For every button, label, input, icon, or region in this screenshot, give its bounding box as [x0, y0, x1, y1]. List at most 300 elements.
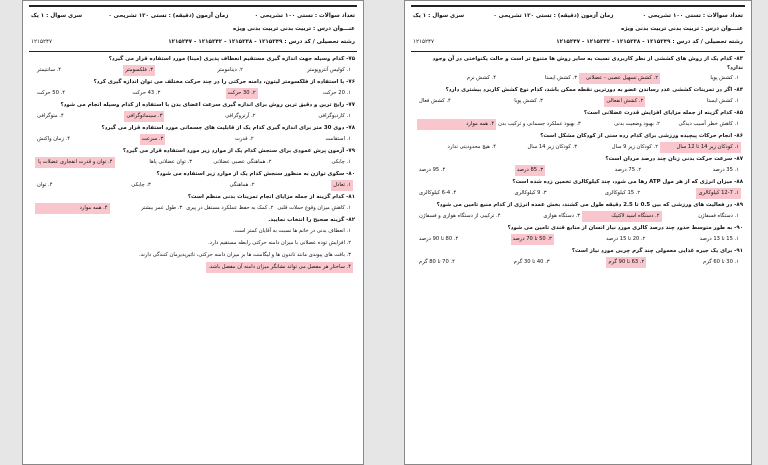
question-number-separator: -	[732, 133, 737, 139]
option-number-separator: .	[344, 113, 349, 119]
option-text: 6-4 کیلوکالری	[419, 190, 451, 196]
question-number: ۸۰	[348, 171, 355, 177]
option-number: ۲	[270, 205, 274, 211]
option-number: ۲	[348, 240, 351, 246]
option-number-separator: .	[63, 136, 68, 142]
option-text: بهبود عملکرد جسمانی و ترکیب بدن	[498, 121, 575, 127]
answer-option[interactable]	[35, 111, 66, 122]
question-stem	[33, 124, 355, 134]
question-text: کدام گزینه از جمله مزایای انجام تمرینات بدنی منظم است؟	[187, 194, 345, 200]
question-number-separator: -	[732, 156, 737, 162]
option-number: ۴	[62, 90, 66, 96]
option-number-separator: .	[732, 98, 737, 104]
options-row	[415, 211, 743, 222]
option-number: ۳	[578, 121, 581, 127]
option-number-separator: .	[537, 167, 541, 173]
options-row	[33, 65, 355, 76]
answer-option[interactable]	[35, 134, 72, 145]
answer-option[interactable]	[660, 73, 741, 84]
question-item	[415, 178, 743, 199]
answer-option[interactable]	[496, 119, 583, 130]
option-number-separator: .	[573, 213, 578, 219]
exam-page-left	[22, 0, 364, 465]
option-number-separator: .	[146, 67, 151, 73]
options-row	[415, 165, 743, 176]
question-stem	[415, 224, 743, 234]
option-text: 50 تا 70 درصد	[512, 236, 546, 242]
option-number-separator: .	[58, 90, 63, 96]
options-row	[33, 180, 355, 191]
answer-option-marked[interactable]	[604, 96, 645, 107]
answer-option[interactable]	[701, 257, 741, 268]
header-divider	[29, 51, 357, 52]
question-stem	[33, 55, 355, 65]
option-text: ساختار هر مفصل می تواند نشانگر میزان دامنه آن مفصل باشد.	[208, 264, 345, 270]
answer-option[interactable]	[603, 188, 642, 199]
option-number: ۱	[736, 98, 739, 104]
question-number: ۷۵	[348, 56, 355, 62]
exam-page-right	[404, 0, 752, 465]
option-number: ۳	[148, 182, 151, 188]
option-number: ۲	[641, 259, 645, 265]
answer-option-marked[interactable]	[696, 188, 741, 199]
question-number: ۷۷	[348, 102, 355, 108]
option-number: ۴	[452, 259, 455, 265]
question-item	[33, 147, 355, 168]
answer-option[interactable]	[613, 165, 643, 176]
answer-option[interactable]	[35, 65, 63, 76]
option-number: ۴	[455, 236, 459, 242]
option-number-separator: .	[543, 259, 547, 265]
option-number-separator: .	[344, 90, 349, 96]
option-text: ترکیبی از دستگاه هوازی و فسفاژن	[419, 213, 495, 219]
option-text: سینماتوگرافی	[126, 113, 157, 119]
exam-time: زمان آزمون (دقیقه) : تستی ۱۲۰ تشریحی ۰	[108, 12, 229, 19]
option-number-separator: .	[101, 205, 105, 211]
answer-option[interactable]	[130, 88, 162, 99]
option-number: ۲	[655, 75, 658, 81]
top-rule	[411, 5, 745, 7]
question-text: کدام گزینه از جمله مزایای افزایش قدرت عضلانی است؟	[583, 110, 733, 116]
option-number: ۱	[736, 144, 739, 150]
question-stem	[415, 201, 743, 211]
option-number-separator: .	[638, 259, 642, 265]
option-number: ۲	[250, 136, 254, 142]
option-number: ۴	[491, 121, 495, 127]
answer-option-marked[interactable]	[660, 142, 741, 153]
option-number-separator: .	[732, 167, 737, 173]
question-number-separator: -	[732, 56, 737, 62]
option-number-separator: .	[450, 190, 454, 196]
option-number: ۲	[655, 144, 658, 150]
question-number: ۸۵	[736, 110, 743, 116]
question-item	[415, 109, 743, 130]
option-number: ۱	[736, 121, 739, 127]
question-stem	[415, 132, 743, 142]
answer-option-marked[interactable]	[35, 157, 115, 168]
answer-option[interactable]	[513, 188, 549, 199]
question-list	[415, 55, 743, 460]
answer-option[interactable]	[110, 203, 185, 214]
answer-option[interactable]	[417, 188, 458, 199]
option-number-separator: .	[157, 136, 161, 142]
option-number: ۴	[493, 144, 496, 150]
answer-option-marked[interactable]	[140, 134, 166, 145]
option-number: ۱	[348, 228, 351, 234]
question-item	[415, 132, 743, 153]
answer-option[interactable]	[583, 119, 662, 130]
options-row	[415, 142, 743, 153]
answer-option[interactable]	[711, 165, 741, 176]
option-number: ۴	[348, 264, 351, 270]
option-number-separator: .	[156, 113, 160, 119]
option-number-separator: .	[732, 75, 737, 81]
option-text: کمک به حفظ عملکرد مستقل در پیری	[186, 205, 268, 211]
answer-option-marked[interactable]	[515, 165, 545, 176]
answer-option[interactable]	[604, 234, 647, 245]
option-text: کودکان زیر 14 سال	[527, 144, 571, 150]
answer-option[interactable]	[115, 157, 195, 168]
question-stem	[415, 55, 743, 73]
option-number: ۱	[348, 113, 351, 119]
option-text: کشش تسهیل عصبی - عضلانی	[585, 75, 652, 81]
option-number-separator: .	[651, 75, 656, 81]
option-number: ۱	[736, 190, 739, 196]
option-number-separator: .	[267, 205, 271, 211]
option-number: ۱	[736, 259, 739, 265]
answer-option-marked[interactable]	[606, 257, 646, 268]
question-number-separator: -	[732, 248, 737, 254]
option-number: ۳	[540, 167, 544, 173]
option-number: ۲	[637, 190, 641, 196]
option-number-separator: .	[265, 159, 269, 165]
field-course-code: رشته تحصیلی / کد درس : ۱۲۱۵۲۴۹ - ۱۲۱۵۲۳۸ - ۱۲۱۵۲۴۲ - ۱۲۱۵۲۴۷	[556, 38, 743, 45]
question-count: تعداد سوالات : تستی ۱۰۰ تشریحی ۰	[254, 12, 355, 19]
question-number-separator: -	[344, 217, 349, 223]
option-number-separator: .	[344, 228, 349, 234]
answer-option-marked[interactable]	[124, 111, 164, 122]
option-number: ۱	[736, 236, 739, 242]
options-row	[415, 234, 743, 245]
option-number: ۴	[442, 167, 446, 173]
option-number-separator: .	[236, 67, 241, 73]
answer-option[interactable]	[512, 257, 552, 268]
answer-option[interactable]	[662, 211, 742, 222]
question-stem	[415, 247, 743, 257]
answer-option[interactable]	[184, 203, 275, 214]
option-text: سرعت	[141, 136, 158, 142]
option-number-separator: .	[185, 159, 190, 165]
options-row	[415, 73, 743, 84]
option-number: ۱	[348, 136, 351, 142]
option-number: ۱	[736, 213, 739, 219]
question-number-separator: -	[344, 125, 349, 131]
question-text: آزمون پرش عمودی برای سنجش کدام یک از موارد زیر مورد استفاده قرار می گیرد؟	[122, 148, 345, 154]
option-text: همه موارد	[79, 205, 102, 211]
answer-option[interactable]	[215, 65, 245, 76]
question-stem	[33, 216, 355, 226]
question-number: ۸۷	[736, 156, 743, 162]
option-number-separator: .	[545, 236, 550, 242]
question-stem	[415, 155, 743, 165]
option-number: ۳	[348, 252, 351, 258]
answer-option[interactable]	[417, 234, 460, 245]
options-row	[33, 111, 355, 122]
question-number-separator: -	[732, 179, 737, 185]
option-number-separator: .	[54, 67, 59, 73]
option-text: 63 تا 90 گرم	[608, 259, 639, 265]
option-number: ۲	[240, 67, 243, 73]
option-number: ۳	[157, 90, 161, 96]
option-text: کاهش خطر آسیب دیدگی	[678, 121, 733, 127]
option-number-separator: .	[344, 67, 349, 73]
answer-option[interactable]	[579, 142, 660, 153]
option-number-separator: .	[448, 259, 453, 265]
option-number: ۳	[189, 159, 192, 165]
answer-option[interactable]	[233, 134, 256, 145]
option-text: کودکان زیر 9 سال	[611, 144, 652, 150]
options-row	[415, 96, 743, 107]
answer-option[interactable]	[275, 203, 353, 214]
answer-option-marked[interactable]	[206, 262, 353, 273]
option-text: 95 درصد	[419, 167, 440, 173]
options-row	[33, 157, 355, 168]
answer-option[interactable]	[323, 134, 353, 145]
option-text: فلکسومتر	[125, 67, 147, 73]
option-number-separator: .	[494, 213, 498, 219]
option-number: ۲	[640, 98, 644, 104]
answer-option[interactable]	[137, 250, 353, 261]
question-text: رایج ترین و دقیق ترین روش برای اندازه گیری سرعت اعضای بدن با استفاده از کدام وسیله انجام می شود؟	[60, 102, 345, 108]
option-number-separator: .	[344, 159, 349, 165]
option-number-separator: .	[344, 136, 349, 142]
option-text: 75 درصد	[614, 167, 635, 173]
option-text: چابکی	[331, 159, 345, 165]
option-number-separator: .	[732, 259, 737, 265]
option-number-separator: .	[247, 136, 251, 142]
question-stem	[33, 147, 355, 157]
question-item	[415, 55, 743, 84]
answer-option[interactable]	[129, 180, 153, 191]
option-number-separator: .	[540, 190, 544, 196]
question-number-separator: -	[344, 79, 349, 85]
question-item	[415, 201, 743, 222]
option-number-separator: .	[570, 75, 575, 81]
option-number-separator: .	[489, 144, 494, 150]
question-number-separator: -	[344, 56, 349, 62]
question-item	[415, 247, 743, 268]
question-text: در فعالیت های ورزشی که بین 0.5 تا 2.5 دقیقه طول می کشند، بخش عمده انرژی از کدام منبع تامین می شود؟	[436, 202, 733, 208]
field-course-code: رشته تحصیلی / کد درس : ۱۲۱۵۲۴۹ - ۱۲۱۵۲۳۸ - ۱۲۱۵۲۴۲ - ۱۲۱۵۲۴۷	[168, 38, 355, 45]
option-number-separator: .	[248, 182, 252, 188]
option-number: ۳	[160, 136, 164, 142]
answer-option[interactable]	[194, 157, 274, 168]
option-text: توان و قدرت انفجاری عضلات پا	[38, 159, 107, 165]
answer-option-marked[interactable]	[123, 65, 155, 76]
option-number: ۲	[251, 182, 255, 188]
option-number: ۳	[179, 205, 183, 211]
answer-option[interactable]	[231, 226, 353, 237]
option-number-separator: .	[637, 98, 641, 104]
question-stem	[33, 193, 355, 203]
answer-option[interactable]	[417, 211, 502, 222]
option-number: ۴	[67, 136, 71, 142]
option-text: همه موارد	[466, 121, 488, 127]
option-number-separator: .	[651, 144, 656, 150]
option-number: ۲	[268, 159, 272, 165]
option-number: ۱	[348, 159, 351, 165]
option-text: چابکی	[131, 182, 145, 188]
top-rule	[29, 5, 357, 7]
option-text: هماهنگی عصبی عضلانی	[213, 159, 266, 165]
option-number-separator: .	[732, 190, 737, 196]
option-number-separator: .	[144, 182, 148, 188]
option-number: ۱	[348, 90, 351, 96]
option-text: توان عضلانی پاها	[149, 159, 186, 165]
option-number: ۴	[104, 205, 108, 211]
answer-option[interactable]	[223, 111, 257, 122]
option-number: ۴	[58, 67, 62, 73]
options-row	[415, 257, 743, 268]
option-text: دستگاه اسید لاکتیک	[611, 213, 654, 219]
option-number: ۴	[109, 159, 113, 165]
answer-option[interactable]	[705, 96, 741, 107]
option-number-separator: .	[344, 264, 349, 270]
page-header	[413, 9, 743, 49]
answer-option[interactable]	[503, 211, 583, 222]
option-number-separator: .	[46, 182, 50, 188]
answer-option-marked[interactable]	[226, 88, 258, 99]
option-number: ۴	[448, 98, 451, 104]
answer-option[interactable]	[498, 73, 579, 84]
answer-option-marked[interactable]	[331, 180, 353, 191]
answer-option[interactable]	[417, 96, 453, 107]
option-text: 30 تا 60 گرم	[703, 259, 733, 265]
question-text: میزان انرژی که از هر مول ATP رها می شود، چند کیلوکالری تخمین زده شده است؟	[512, 179, 733, 185]
option-number-separator: .	[489, 75, 494, 81]
option-number: ۲	[252, 90, 256, 96]
answer-option[interactable]	[417, 165, 447, 176]
answer-option[interactable]	[35, 180, 54, 191]
answer-option-marked[interactable]	[579, 73, 660, 84]
question-number: ۸۴	[736, 87, 743, 93]
option-number: ۴	[49, 182, 53, 188]
option-number-separator: .	[639, 236, 643, 242]
answer-option-marked[interactable]	[417, 119, 496, 130]
option-text: 35 درصد	[712, 167, 733, 173]
question-text: کدام یک از روش های کششی از نظر کاربردی نسبت به سایر روش ها متنوع تر است و حالت یکنواختی در آن وجود ندارد؟	[432, 56, 743, 71]
answer-option[interactable]	[274, 157, 354, 168]
option-text: دستگاه هوازی	[543, 213, 574, 219]
answer-option-marked[interactable]	[511, 234, 554, 245]
question-item	[415, 224, 743, 245]
option-number-separator: .	[249, 113, 253, 119]
option-number-separator: .	[536, 98, 541, 104]
option-text: کشش فعال	[419, 98, 445, 104]
question-item	[33, 124, 355, 145]
option-text: 30 حرکت	[227, 90, 250, 96]
answer-option[interactable]	[512, 96, 545, 107]
option-number: ۴	[493, 75, 496, 81]
question-number: ۸۲	[348, 217, 355, 223]
question-item	[33, 101, 355, 122]
answer-option[interactable]	[321, 88, 353, 99]
option-text: 40 تا 30 گرم	[513, 259, 544, 265]
question-stem	[415, 86, 743, 96]
question-item	[33, 193, 355, 214]
answer-option[interactable]	[206, 238, 353, 249]
option-number-separator: .	[106, 159, 110, 165]
answer-option[interactable]	[35, 88, 67, 99]
option-text: کشش پویا	[710, 75, 733, 81]
answer-option[interactable]	[698, 234, 741, 245]
question-stem	[33, 170, 355, 180]
option-text: بهبود وضعیت بدنی	[614, 121, 654, 127]
option-text: سانتیمتر	[37, 67, 55, 73]
answer-option[interactable]	[316, 111, 353, 122]
question-number-separator: -	[344, 102, 349, 108]
question-number-separator: -	[732, 202, 737, 208]
option-text: دستگاه فسفاژن	[698, 213, 733, 219]
question-number: ۷۶	[348, 79, 355, 85]
answer-option[interactable]	[662, 119, 741, 130]
option-text: دینامومتر	[217, 67, 237, 73]
option-text: کشش ایستا	[706, 98, 733, 104]
question-number: ۸۸	[736, 179, 743, 185]
question-text: سکوی توازن به منظور سنجش کدام یک از موارد زیر استفاده می شود؟	[156, 171, 345, 177]
options-row	[33, 226, 355, 273]
answer-option[interactable]	[417, 142, 498, 153]
option-text: هیچ محدودیتی ندارد	[447, 144, 490, 150]
option-number: ۲	[657, 121, 660, 127]
option-text: 43 حرکت	[132, 90, 155, 96]
option-text: کولیس آنتروپومتر	[307, 67, 345, 73]
option-text: 85 درصد	[516, 167, 538, 173]
question-text: برای یک جیره غذایی معمولی چند گرم چربی مورد نیاز است؟	[571, 248, 733, 254]
answer-option[interactable]	[305, 65, 353, 76]
option-number-separator: .	[344, 205, 349, 211]
option-number: ۴	[497, 213, 501, 219]
option-text: طول عمر بیشتر	[141, 205, 177, 211]
option-number: ۲	[642, 236, 646, 242]
answer-option[interactable]	[417, 257, 457, 268]
option-number-separator: .	[154, 90, 158, 96]
question-stem	[33, 78, 355, 88]
answer-option[interactable]	[417, 73, 498, 84]
option-number-separator: .	[452, 236, 456, 242]
question-number: ۸۱	[348, 194, 355, 200]
answer-option-marked[interactable]	[35, 203, 110, 214]
options-row	[33, 88, 355, 99]
option-text: توان	[37, 182, 47, 188]
exam-time: زمان آزمون (دقیقه) : تستی ۱۲۰ تشریحی ۰	[493, 12, 614, 19]
option-text: کشش نرم	[467, 75, 490, 81]
question-text: به طور متوسط حدود چند درصد کالری مورد نیاز انسان از منابع قندی تامین می شود؟	[507, 225, 733, 231]
page-header	[31, 9, 355, 49]
option-number-separator: .	[344, 252, 349, 258]
answer-option[interactable]	[498, 142, 579, 153]
course-title: عنـــوان درس : تربیت بدنی تربیت بدنی ویژه	[232, 25, 355, 32]
options-row	[415, 188, 743, 199]
option-text: استقامت	[325, 136, 345, 142]
answer-option[interactable]	[228, 180, 257, 191]
option-number-separator: .	[653, 121, 658, 127]
question-item	[415, 155, 743, 176]
question-text: سرعت حرکت بدنی زنان چند درصد مردان است؟	[605, 156, 733, 162]
option-text: آرتروگرافی	[225, 113, 250, 119]
answer-option-marked[interactable]	[582, 211, 662, 222]
option-number: ۳	[159, 113, 163, 119]
